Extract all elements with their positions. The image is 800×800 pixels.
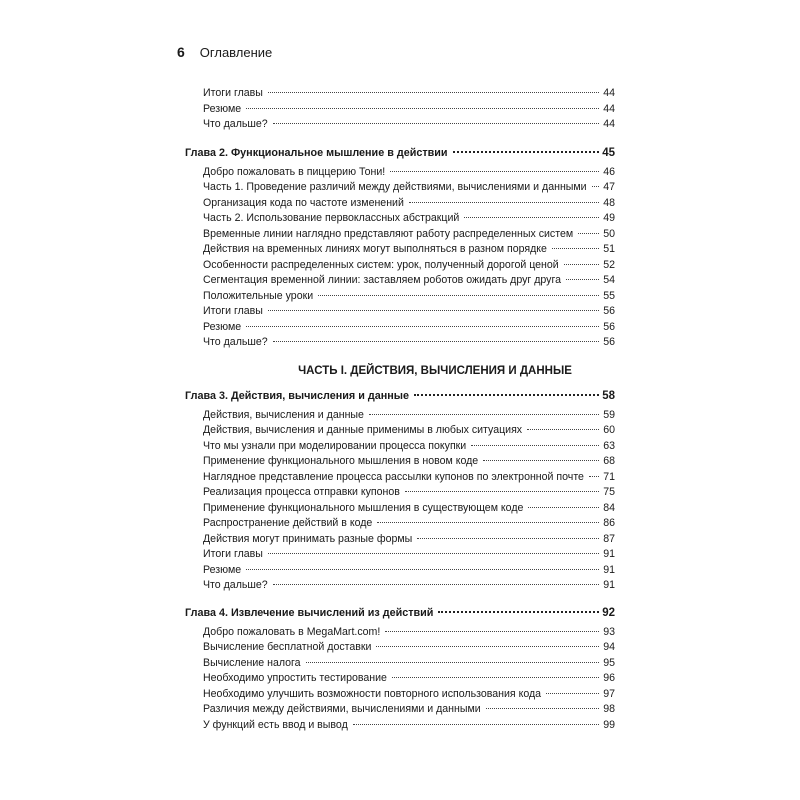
toc-block-chapter2 xyxy=(185,146,615,351)
toc-entry[interactable]: Добро пожаловать в пиццерию Тони! 46 xyxy=(185,165,615,181)
toc-entry[interactable]: Резюме 56 xyxy=(185,320,615,336)
toc-entry[interactable]: Действия, вычисления и данные применимы в любых ситуациях 60 xyxy=(185,423,615,439)
toc-block-chapter3 xyxy=(185,389,615,594)
toc-entry[interactable]: Резюме 91 xyxy=(185,563,615,579)
toc-entry[interactable]: Часть 2. Использование первоклассных абстракций 49 xyxy=(185,211,615,227)
toc-entry[interactable]: Что дальше? 56 xyxy=(185,335,615,351)
chapter-heading[interactable]: Глава 2. Функциональное мышление в действии 45 xyxy=(185,146,615,162)
toc-entry[interactable]: Резюме 44 xyxy=(185,102,615,118)
toc-entry[interactable]: Что мы узнали при моделировании процесса покупки 63 xyxy=(185,439,615,455)
part-title[interactable]: ЧАСТЬ I. ДЕЙСТВИЯ, ВЫЧИСЛЕНИЯ И ДАННЫЕ xyxy=(298,365,572,377)
dot-leader xyxy=(578,233,599,234)
dot-leader xyxy=(376,646,599,647)
toc-entry[interactable]: У функций есть ввод и вывод 99 xyxy=(185,718,615,734)
toc-entry[interactable]: Применение функционального мышления в существующем коде 84 xyxy=(185,501,615,517)
dot-leader xyxy=(273,123,599,124)
toc-entry[interactable]: Временные линии наглядно представляют работу распределенных систем 50 xyxy=(185,227,615,243)
dot-leader xyxy=(273,341,599,342)
toc-entry[interactable]: Итоги главы 56 xyxy=(185,304,615,320)
toc-entry[interactable]: Часть 1. Проведение различий между действиями, вычислениями и данными 47 xyxy=(185,180,615,196)
running-head xyxy=(177,44,272,60)
dot-leader xyxy=(353,724,599,725)
dot-leader xyxy=(246,108,599,109)
dot-leader xyxy=(246,326,599,327)
dot-leader xyxy=(438,611,599,613)
toc-entry[interactable]: Что дальше? 91 xyxy=(185,578,615,594)
toc-entry[interactable]: Необходимо упростить тестирование 96 xyxy=(185,671,615,687)
dot-leader xyxy=(369,414,599,415)
toc-entry[interactable]: Сегментация временной линии: заставляем роботов ожидать друг друга 54 xyxy=(185,273,615,289)
toc-entry[interactable]: Вычисление налога 95 xyxy=(185,656,615,672)
dot-leader xyxy=(268,310,599,311)
toc-entry[interactable]: Организация кода по частоте изменений 48 xyxy=(185,196,615,212)
dot-leader xyxy=(268,553,599,554)
dot-leader xyxy=(405,491,599,492)
dot-leader xyxy=(246,569,599,570)
dot-leader xyxy=(453,151,599,153)
toc-entry[interactable]: Положительные уроки 55 xyxy=(185,289,615,305)
toc-entry[interactable]: Итоги главы 91 xyxy=(185,547,615,563)
toc-entry[interactable]: Особенности распределенных систем: урок, полученный дорогой ценой 52 xyxy=(185,258,615,274)
dot-leader xyxy=(464,217,599,218)
dot-leader xyxy=(527,429,599,430)
dot-leader xyxy=(589,476,599,477)
dot-leader xyxy=(306,662,599,663)
dot-leader xyxy=(390,171,599,172)
toc-entry[interactable]: Действия могут принимать разные формы 87 xyxy=(185,532,615,548)
toc-entry[interactable]: Различия между действиями, вычислениями и данными 98 xyxy=(185,702,615,718)
dot-leader xyxy=(273,584,599,585)
dot-leader xyxy=(552,248,599,249)
toc-entry[interactable]: Реализация процесса отправки купонов 75 xyxy=(185,485,615,501)
dot-leader xyxy=(377,522,599,523)
dot-leader xyxy=(566,279,599,280)
dot-leader xyxy=(486,708,599,709)
dot-leader xyxy=(564,264,599,265)
dot-leader xyxy=(318,295,599,296)
toc-entry[interactable]: Действия на временных линиях могут выполняться в разном порядке 51 xyxy=(185,242,615,258)
dot-leader xyxy=(414,394,599,396)
dot-leader xyxy=(385,631,599,632)
toc-entry[interactable]: Распространение действий в коде 86 xyxy=(185,516,615,532)
page-number: 6 xyxy=(177,44,185,60)
dot-leader xyxy=(483,460,599,461)
toc-entry[interactable]: Необходимо улучшить возможности повторного использования кода 97 xyxy=(185,687,615,703)
dot-leader xyxy=(592,186,599,187)
section-title: Оглавление xyxy=(199,45,273,60)
toc-entry[interactable]: Что дальше? 44 xyxy=(185,117,615,133)
toc-entry[interactable]: Итоги главы 44 xyxy=(185,86,615,102)
toc-entry[interactable]: Наглядное представление процесса рассылки купонов по электронной почте 71 xyxy=(185,470,615,486)
dot-leader xyxy=(392,677,599,678)
dot-leader xyxy=(546,693,599,694)
dot-leader xyxy=(528,507,599,508)
toc-block-chapter1-tail xyxy=(185,86,615,133)
toc-entry[interactable]: Действия, вычисления и данные 59 xyxy=(185,408,615,424)
chapter-heading[interactable]: Глава 3. Действия, вычисления и данные 58 xyxy=(185,389,615,405)
toc-entry[interactable]: Добро пожаловать в MegaMart.com! 93 xyxy=(185,625,615,641)
dot-leader xyxy=(268,92,599,93)
dot-leader xyxy=(471,445,599,446)
toc-block-chapter4 xyxy=(185,606,615,733)
toc-entry[interactable]: Вычисление бесплатной доставки 94 xyxy=(185,640,615,656)
chapter-heading[interactable]: Глава 4. Извлечение вычислений из действий 92 xyxy=(185,606,615,622)
toc-entry[interactable]: Применение функционального мышления в новом коде 68 xyxy=(185,454,615,470)
dot-leader xyxy=(417,538,599,539)
dot-leader xyxy=(409,202,599,203)
